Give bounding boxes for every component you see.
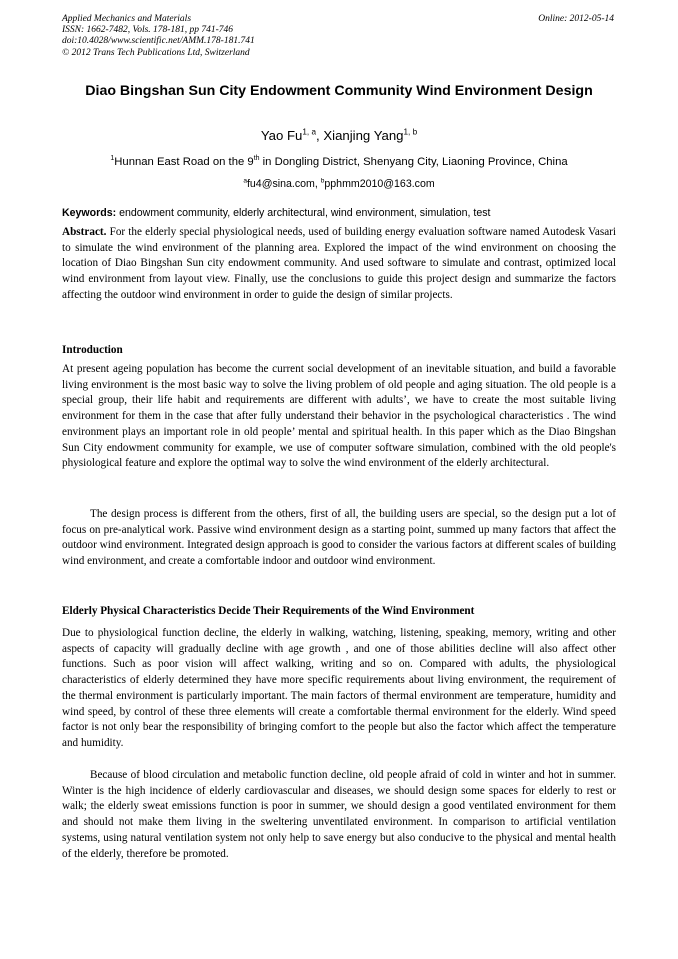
- author-separator: ,: [316, 128, 324, 143]
- affiliation-text: in Dongling District, Shenyang City, Liaoning Province, China: [259, 156, 568, 168]
- paragraph: Because of blood circulation and metabolic function decline, old people afraid of cold in winter and hot in summer. Winter is the high incidence of elderly cardiovascular and diseases, we should design some spaces for elderly to rest or walk; the elderly sweat emissions function is poor in summer, we should design a good ventilated environment for them and should not make them living in the sweltering unventilated environment. In comparison to artificial ventilation systems, using natural ventilation system not only help to save energy but also conducive to the physical and mental health of the elderly, therefore be promoted.: [62, 769, 616, 860]
- keywords-text: endowment community, elderly architectural, wind environment, simulation, test: [116, 207, 491, 219]
- abstract: [62, 225, 616, 304]
- email-separator: ,: [314, 178, 321, 190]
- keywords-label: Keywords:: [62, 207, 117, 219]
- section-heading-introduction: Introduction: [62, 344, 123, 356]
- abstract-text: For the elderly special physiological needs, used of building energy evaluation software named Autodesk Vasari to simulate the wind environment of the planning area. Explored the impact of the wind environment on choosing the location of Diao Bingshan Sun city endowment community. And used software to simulate and contrast, optimized local wind environment from layout view. Finally, use the conclusions to guide this project design and summarize the factors affecting the outdoor wind environment in order to guide the design of similar projects.: [62, 226, 616, 301]
- author-superscript: 1, a: [302, 127, 317, 137]
- affiliation-ordinal: th: [253, 155, 260, 163]
- affiliation: [62, 155, 616, 169]
- abstract-label: Abstract.: [62, 226, 107, 238]
- author-name: Yao Fu: [260, 128, 303, 143]
- paper-title: Diao Bingshan Sun City Endowment Community Wind Environment Design: [85, 83, 593, 99]
- email-link[interactable]: fu4@sina.com: [246, 178, 315, 190]
- journal-header: [62, 14, 255, 59]
- affiliation-text: Hunnan East Road on the 9: [114, 156, 254, 168]
- author-line: [62, 128, 616, 144]
- author-superscript: 1, b: [403, 127, 418, 137]
- journal-name: Applied Mechanics and Materials: [62, 14, 192, 24]
- author-name: Xianjing Yang: [323, 128, 404, 143]
- section-heading-elderly: Elderly Physical Characteristics Decide Their Requirements of the Wind Environment: [62, 605, 475, 617]
- online-date: Online: 2012-05-14: [538, 14, 614, 24]
- affiliation-superscript: 1: [110, 155, 115, 163]
- email-link[interactable]: pphmm2010@163.com: [324, 178, 435, 190]
- paragraph: At present ageing population has become the current social development of an inevitable situation, and build a favorable living environment is the most basic way to solve the living problem of old people and aging situation. The old people is a special group, their life habit and requirements are different with adults’, we have to create the most suitable living environment for them in the case that after fully understand their behavior in the psychological characteristics . The wind environment plays an important role in old people’ mental and spiritual health. In this paper which as the Diao Bingshan Sun City endowment community for example, we use of computer software simulation, combined with the old people's physiological feature and explore the optimal way to solve the wind environment of the elderly architectural.: [62, 363, 616, 470]
- email-superscript: a: [243, 177, 247, 185]
- doi-line[interactable]: doi:10.4028/www.scientific.net/AMM.178-181.741: [62, 36, 255, 47]
- email-superscript: b: [320, 177, 325, 185]
- copyright-line: © 2012 Trans Tech Publications Ltd, Switzerland: [62, 47, 250, 58]
- paragraph: Due to physiological function decline, the elderly in walking, watching, listening, speaking, memory, writing and other aspects of capacity will gradually decline with age growth , and one of those abilities decline will also affect other functions. Such as poor vision will affect walking, writing and so on. Compared with adults, the physiological characteristics of elderly determined they have more specific requirements about living environment, the requirement of the thermal environment is particularly important. The main factors of thermal environment are temperature, humidity and wind speed, by control of these three elements will create a comfortable thermal environment for the elderly. Wind speed factor is not only bear the responsibility of bringing comfort to the people but also the factor which affect the temperature and humidity.: [62, 627, 616, 749]
- author-emails: [62, 177, 616, 191]
- issn-line: ISSN: 1662-7482, Vols. 178-181, pp 741-746: [62, 25, 233, 36]
- keywords: [62, 206, 616, 220]
- paragraph: The design process is different from the others, first of all, the building users are special, so the design put a lot of focus on pre-analytical work. Passive wind environment design as a starting point, summed up many factors that affect the outdoor wind environment. Integrated design approach is good to consider the various factors at different scales of building wind environment, and create a comfortable indoor and outdoor wind environment.: [62, 508, 616, 568]
